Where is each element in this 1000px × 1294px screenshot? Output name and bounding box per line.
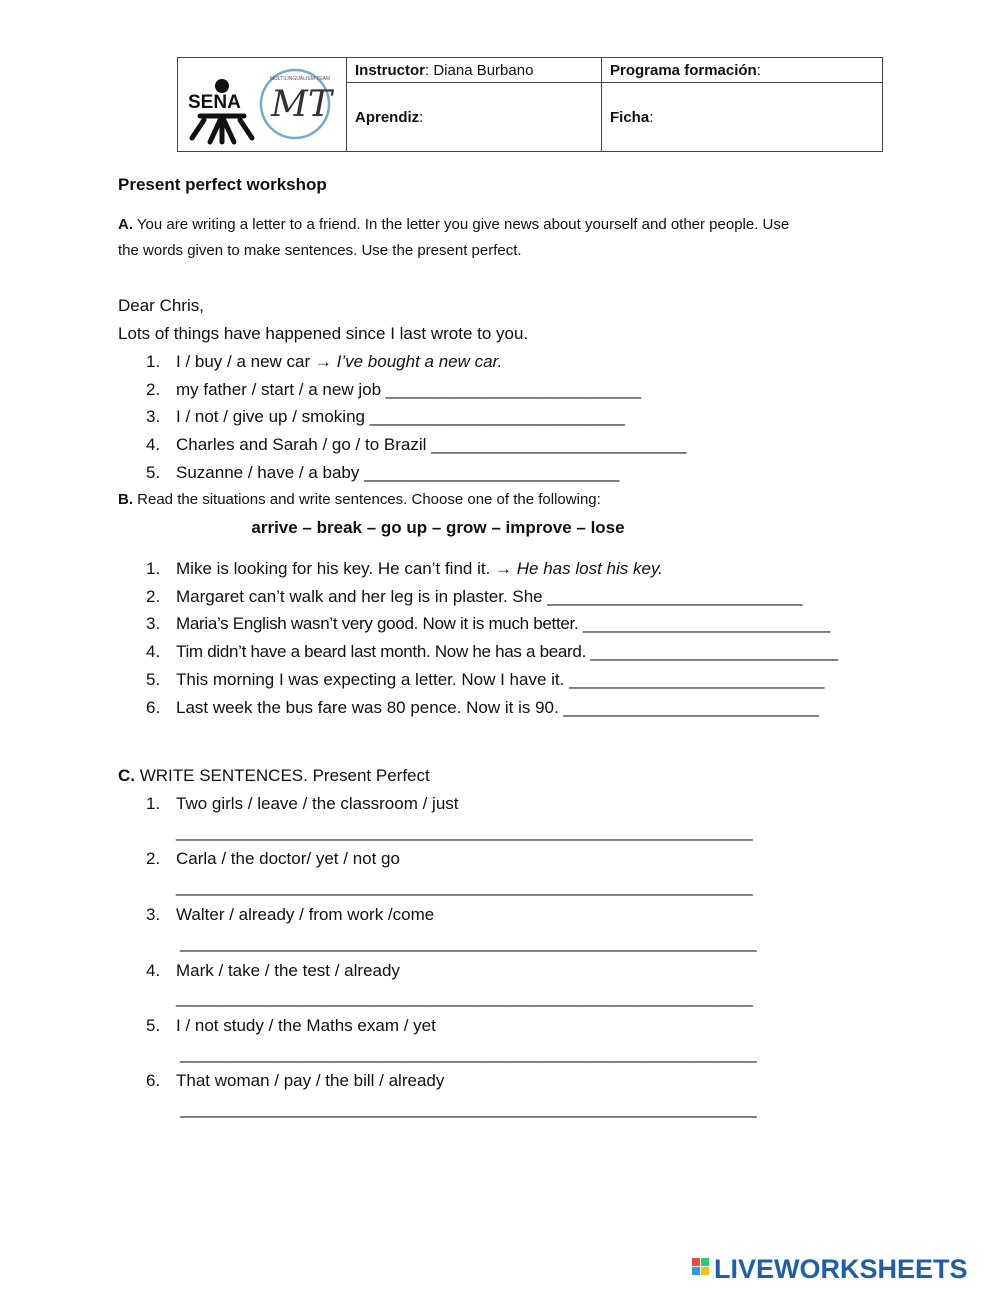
item-number: 4. bbox=[146, 435, 161, 454]
sena-logo-text: SENA bbox=[188, 92, 241, 113]
item-number: 6. bbox=[146, 1071, 161, 1090]
programa-colon: : bbox=[756, 61, 761, 79]
item-text: I / not study / the Maths exam / yet bbox=[176, 1016, 436, 1035]
item-number: 5. bbox=[146, 670, 161, 689]
section-a-instructions bbox=[118, 216, 789, 233]
section-a-line1: You are writing a letter to a friend. In the letter you give news about yourself and other people. Use bbox=[133, 216, 790, 233]
section-c-title bbox=[118, 766, 430, 786]
answer-line[interactable]: _____________________________________________________________ bbox=[176, 877, 753, 896]
section-c-text: WRITE SENTENCES. Present Perfect bbox=[135, 766, 430, 785]
mt-logo-text: MT bbox=[271, 84, 332, 125]
item-number: 6. bbox=[146, 698, 161, 717]
logo-cell bbox=[178, 58, 347, 152]
liveworksheets-icon bbox=[690, 1254, 990, 1284]
liveworksheets-logo[interactable] bbox=[690, 1254, 990, 1284]
programa-cell bbox=[602, 58, 883, 83]
item-text: Mark / take / the test / already bbox=[176, 961, 400, 980]
item-number: 5. bbox=[146, 463, 161, 482]
brand-square-3 bbox=[692, 1267, 700, 1275]
item-text: I / buy / a new car → bbox=[176, 352, 337, 371]
answer-line[interactable]: _____________________________________________________________ bbox=[176, 988, 753, 1007]
item-number: 4. bbox=[146, 642, 161, 661]
item-number: 2. bbox=[146, 587, 161, 606]
header-table bbox=[177, 57, 883, 152]
item-text: Carla / the doctor/ yet / not go bbox=[176, 849, 400, 868]
item-number: 5. bbox=[146, 1016, 161, 1035]
item-text: Charles and Sarah / go / to Brazil ___________________________ bbox=[176, 435, 687, 454]
ficha-colon: : bbox=[649, 108, 654, 126]
item-text: Walter / already / from work /come bbox=[176, 905, 435, 924]
answer-line[interactable]: _____________________________________________________________ bbox=[180, 933, 757, 952]
answer-line[interactable]: _____________________________________________________________ bbox=[180, 1044, 757, 1063]
item-number: 3. bbox=[146, 407, 161, 426]
aprendiz-colon: : bbox=[419, 108, 424, 126]
programa-label: Programa formación bbox=[610, 61, 757, 79]
letter-greeting: Dear Chris, bbox=[118, 296, 204, 315]
item-text: Last week the bus fare was 80 pence. Now it is 90. ___________________________ bbox=[176, 698, 819, 717]
brand-square-1 bbox=[692, 1258, 700, 1266]
item-text: Margaret can’t walk and her leg is in plaster. She ___________________________ bbox=[176, 587, 803, 606]
aprendiz-cell[interactable] bbox=[347, 83, 602, 152]
item-number: 4. bbox=[146, 961, 161, 980]
mt-logo-ring-text: MULTILINGUALISM TEAM bbox=[270, 76, 331, 82]
section-a-label: A. bbox=[118, 216, 133, 233]
section-b-label: B. bbox=[118, 491, 133, 508]
section-a-line2: the words given to make sentences. Use the present perfect. bbox=[118, 242, 522, 259]
item-text: Suzanne / have / a baby ___________________________ bbox=[176, 463, 620, 482]
item-text: Maria’s English wasn’t very good. Now it is much better. ___________________________ bbox=[176, 614, 830, 633]
letter-intro: Lots of things have happened since I last wrote to you. bbox=[118, 324, 529, 343]
item-text: This morning I was expecting a letter. Now I have it. ___________________________ bbox=[176, 670, 825, 689]
item-number: 3. bbox=[146, 614, 161, 633]
item-text: I / not / give up / smoking ___________________________ bbox=[176, 407, 625, 426]
instructor-value: : Diana Burbano bbox=[425, 61, 534, 79]
item-answer: He has lost his key. bbox=[516, 559, 663, 578]
item-answer: I’ve bought a new car. bbox=[336, 352, 503, 371]
ficha-cell[interactable] bbox=[602, 83, 883, 152]
item-number: 1. bbox=[146, 794, 161, 813]
answer-line[interactable]: _____________________________________________________________ bbox=[176, 822, 753, 841]
brand-square-4 bbox=[701, 1267, 709, 1275]
aprendiz-label: Aprendiz bbox=[355, 108, 420, 126]
item-text: That woman / pay / the bill / already bbox=[176, 1071, 445, 1090]
ficha-label: Ficha bbox=[610, 108, 650, 126]
item-number: 3. bbox=[146, 905, 161, 924]
word-bank: arrive – break – go up – grow – improve – lose bbox=[251, 518, 625, 537]
item-text: my father / start / a new job ___________________________ bbox=[176, 380, 642, 399]
section-b-text: Read the situations and write sentences. Choose one of the following: bbox=[133, 491, 601, 508]
answer-line[interactable]: _____________________________________________________________ bbox=[180, 1099, 757, 1118]
section-c-label: C. bbox=[118, 766, 135, 785]
item-number: 1. bbox=[146, 559, 161, 578]
item-text: Mike is looking for his key. He can’t find it. → bbox=[176, 559, 517, 578]
brand-text: LIVEWORKSHEETS bbox=[714, 1254, 968, 1284]
item-number: 2. bbox=[146, 380, 161, 399]
brand-square-2 bbox=[701, 1258, 709, 1266]
page-title: Present perfect workshop bbox=[118, 175, 327, 194]
item-text: Tim didn’t have a beard last month. Now he has a beard. ___________________________ bbox=[176, 642, 838, 661]
section-b-instructions bbox=[118, 491, 601, 508]
instructor-label: Instructor bbox=[355, 61, 426, 79]
item-text: Two girls / leave / the classroom / just bbox=[176, 794, 459, 813]
instructor-cell bbox=[347, 58, 602, 83]
sena-logo bbox=[178, 58, 346, 147]
item-number: 1. bbox=[146, 352, 161, 371]
item-number: 2. bbox=[146, 849, 161, 868]
